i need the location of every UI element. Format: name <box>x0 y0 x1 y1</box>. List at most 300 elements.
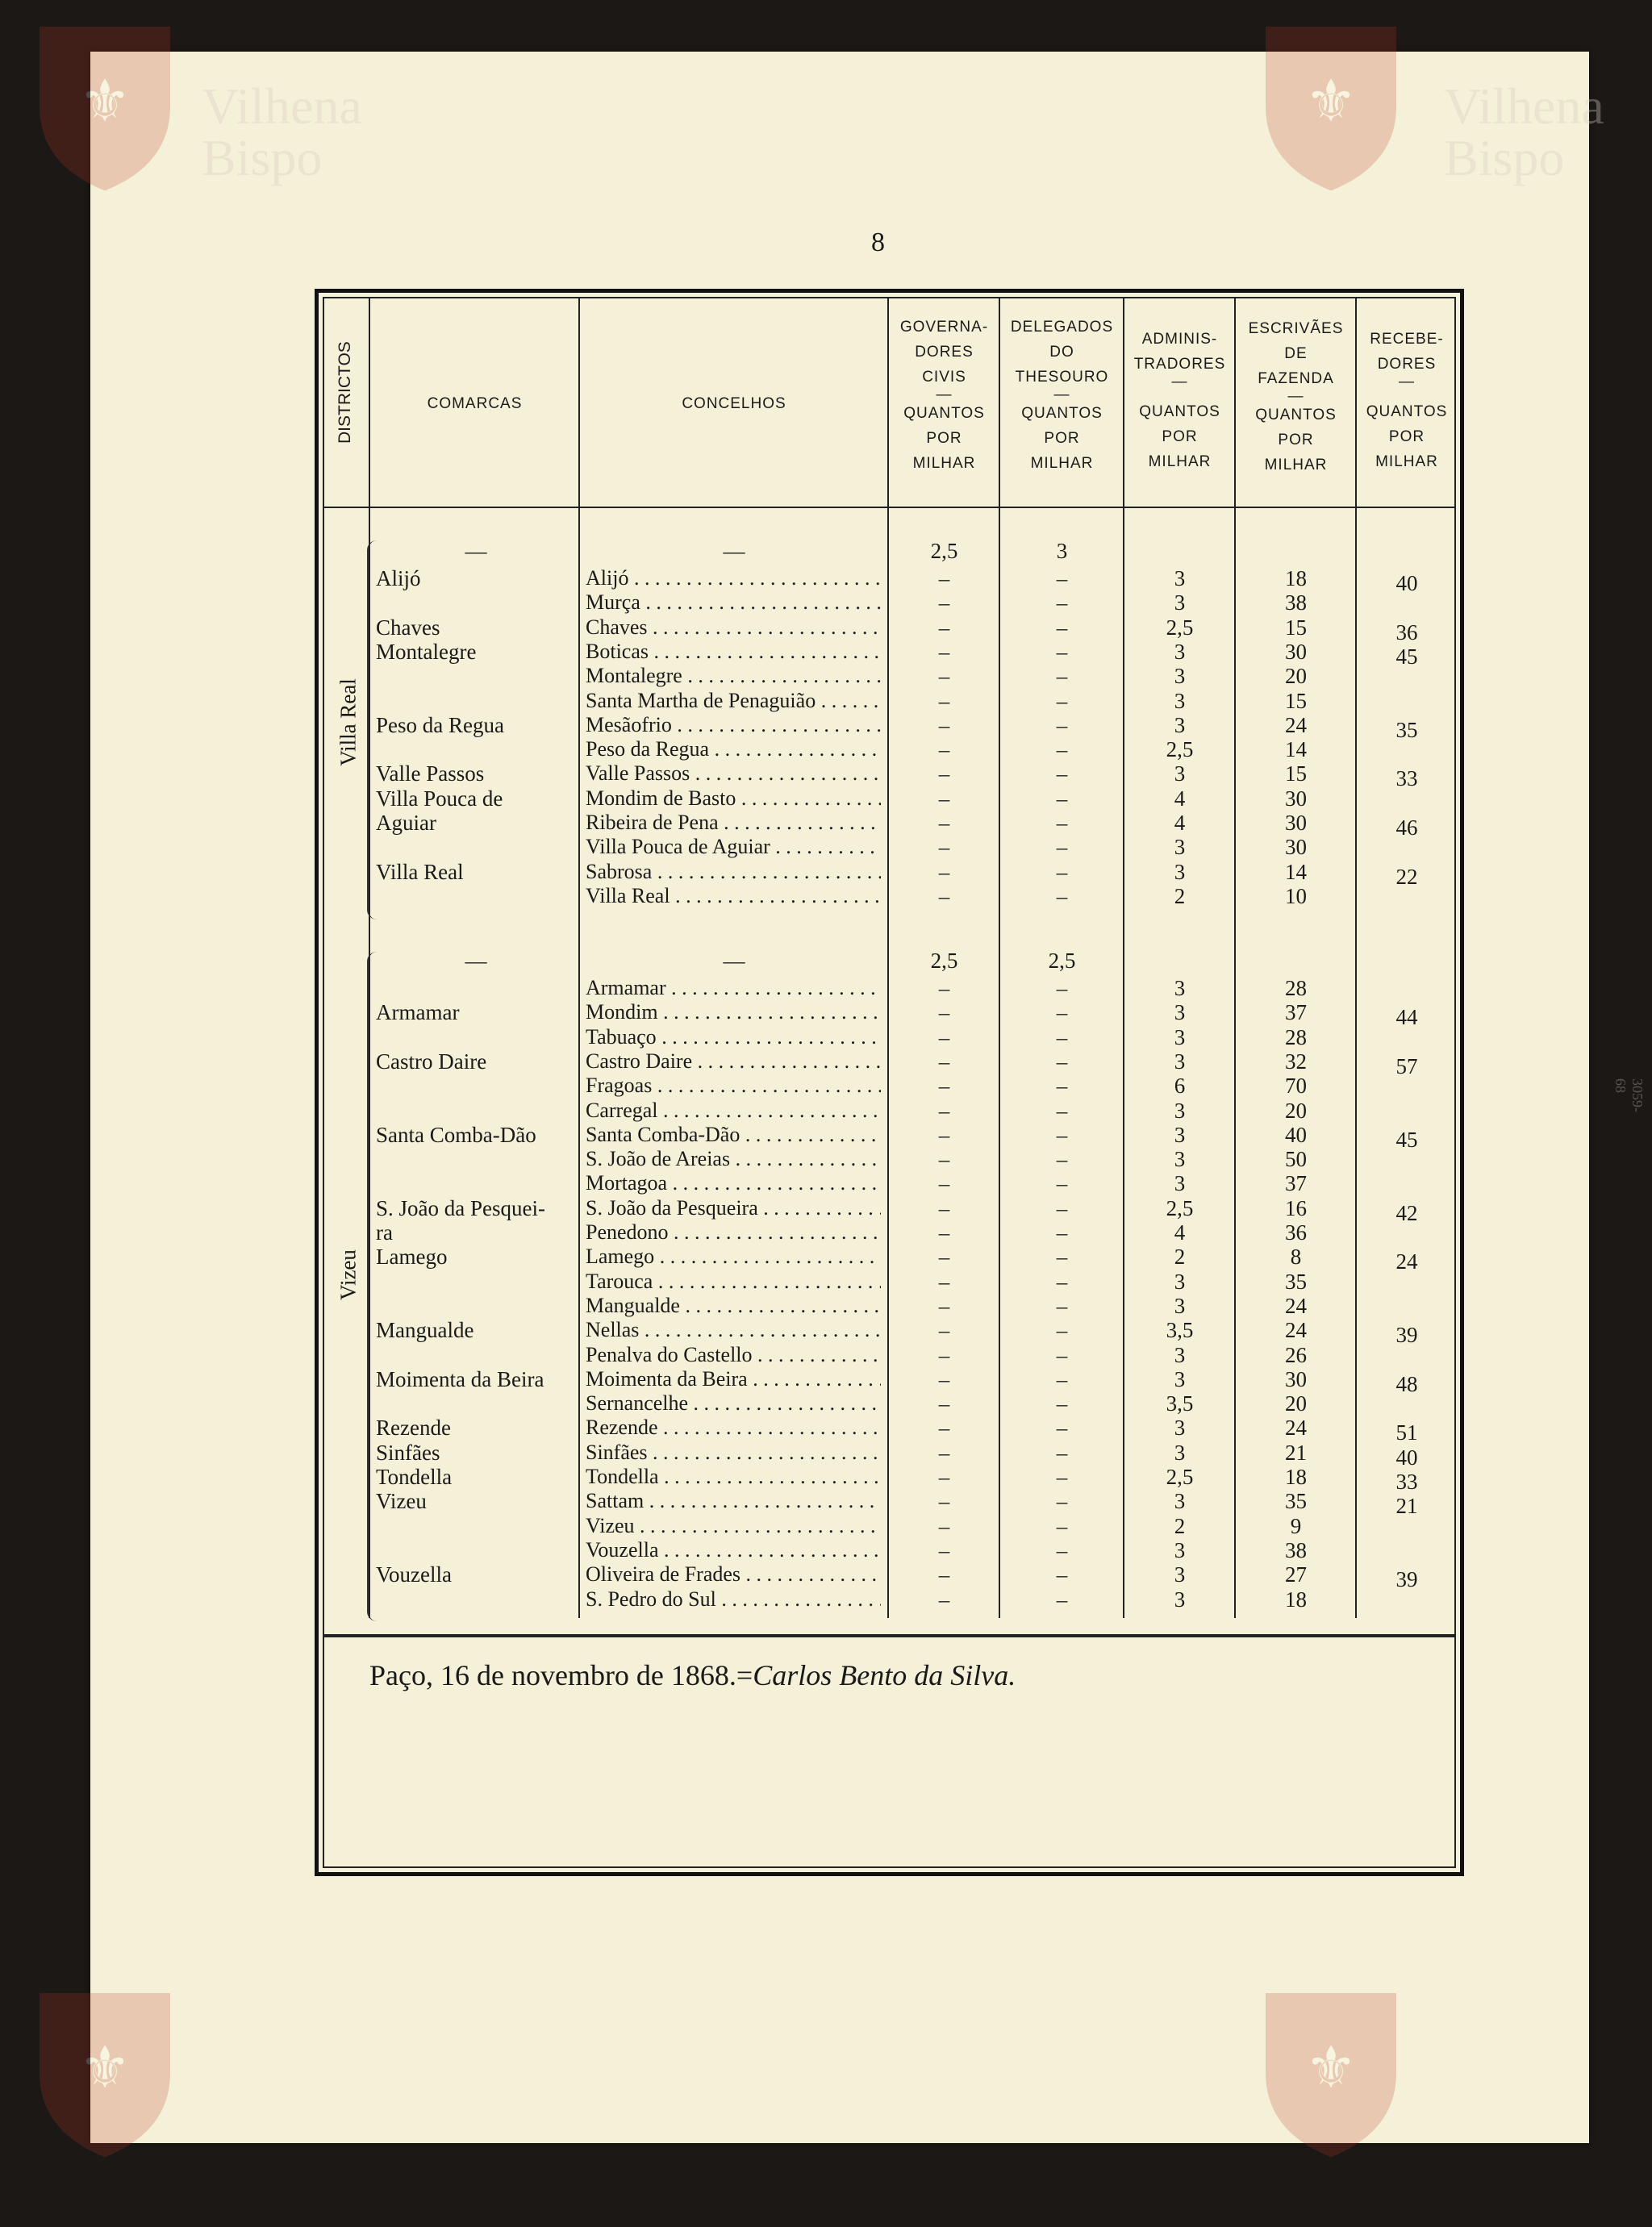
cell-administradores: 4 <box>1174 786 1186 811</box>
svg-text:⚜: ⚜ <box>78 2033 131 2101</box>
concelho-name <box>586 1538 881 1562</box>
cell-administradores: 3 <box>1174 1098 1186 1123</box>
concelho-name <box>586 1391 881 1416</box>
top-dash: — <box>723 949 745 973</box>
cell-escrivaes: 24 <box>1285 1293 1307 1318</box>
watermark-text: Vilhena Bispo <box>202 77 362 186</box>
cell-escrivaes: 27 <box>1285 1562 1307 1587</box>
cell-administradores: 3 <box>1174 1562 1186 1587</box>
cell-governadores: – <box>938 1537 950 1562</box>
cell-delegados: – <box>1056 1024 1068 1049</box>
cell-administradores: 3 <box>1174 1587 1186 1612</box>
cell-escrivaes: 20 <box>1285 664 1307 689</box>
cell-escrivaes: 37 <box>1285 1000 1307 1025</box>
cell-escrivaes: 37 <box>1285 1171 1307 1196</box>
cell-administradores: 3 <box>1174 590 1186 615</box>
cell-escrivaes: 21 <box>1285 1440 1307 1465</box>
cell-delegados: – <box>1056 712 1068 737</box>
cell-escrivaes: 50 <box>1285 1147 1307 1172</box>
concelho-label: Mesãofrio . . . <box>586 713 881 736</box>
cell-delegados: – <box>1056 811 1068 835</box>
cell-delegados: – <box>1056 688 1068 713</box>
concelho-name <box>586 1416 881 1440</box>
cell-governadores: – <box>938 615 950 640</box>
concelho-label: Lamego . . . <box>586 1245 881 1268</box>
cell-administradores: 3 <box>1174 1000 1186 1025</box>
comarca-name: Aguiar <box>376 811 436 835</box>
cell-administradores: 3 <box>1174 1049 1186 1074</box>
cell-governadores: – <box>938 1245 950 1270</box>
cell-escrivaes: 28 <box>1285 976 1307 1000</box>
watermark-seal-icon <box>32 18 177 195</box>
concelho-label: Sabrosa . . . <box>586 860 881 883</box>
cell-administradores: 2 <box>1174 883 1186 908</box>
concelho-label: Villa Pouca de Aguiar . . . <box>586 835 881 858</box>
comarca-name: Alijó <box>376 566 421 590</box>
cell-delegados: – <box>1056 835 1068 860</box>
cell-delegados: – <box>1056 1000 1068 1025</box>
concelho-name <box>586 640 881 664</box>
cell-escrivaes: 30 <box>1285 639 1307 664</box>
cell-delegados: – <box>1056 1342 1068 1367</box>
cell-governadores: – <box>938 1171 950 1196</box>
cell-governadores: – <box>938 1391 950 1416</box>
concelho-name <box>586 1220 881 1245</box>
cell-administradores: 3 <box>1174 835 1186 860</box>
cell-recebedores: 40 <box>1395 1445 1418 1470</box>
cell-escrivaes: 24 <box>1285 1318 1307 1343</box>
cell-governadores: – <box>938 1562 950 1587</box>
cell-governadores: – <box>938 1342 950 1367</box>
cell-delegados: – <box>1056 761 1068 786</box>
cell-administradores: 3,5 <box>1166 1318 1194 1343</box>
cell-escrivaes: 15 <box>1285 761 1307 786</box>
comarca-name: Peso da Regua <box>376 712 504 737</box>
cell-escrivaes: 8 <box>1290 1245 1302 1270</box>
cell-escrivaes: 38 <box>1285 1537 1307 1562</box>
cell-governadores: – <box>938 1147 950 1172</box>
cell-governadores: – <box>938 737 950 762</box>
cell-governadores: – <box>938 835 950 860</box>
cell-governadores: – <box>938 761 950 786</box>
concelho-label: Carregal . . . <box>586 1099 881 1122</box>
concelho-label: Alijó . . . <box>586 566 881 590</box>
cell-recebedores: 24 <box>1395 1249 1418 1274</box>
cell-governadores: – <box>938 976 950 1000</box>
cell-administradores: 2,5 <box>1166 1465 1194 1489</box>
cell-governadores: – <box>938 1269 950 1294</box>
cell-delegados: – <box>1056 615 1068 640</box>
cell-escrivaes: 18 <box>1285 1587 1307 1612</box>
cell-escrivaes: 16 <box>1285 1195 1307 1220</box>
cell-governadores: – <box>938 590 950 615</box>
cell-recebedores: 22 <box>1395 864 1418 889</box>
concelho-label: Vizeu . . . <box>586 1514 881 1537</box>
concelho-label: Boticas . . . <box>586 640 881 663</box>
svg-text:⚜: ⚜ <box>1304 2033 1358 2101</box>
cell-administradores: 3 <box>1174 712 1186 737</box>
header-concelhos: CONCELHOS <box>682 395 786 412</box>
concelho-label: Sattam . . . <box>586 1489 881 1512</box>
cell-governadores: – <box>938 566 950 590</box>
cell-escrivaes: 30 <box>1285 835 1307 860</box>
cell-administradores: 3 <box>1174 1147 1186 1172</box>
cell-administradores: 2 <box>1174 1513 1186 1538</box>
district-name: Villa Real <box>336 678 361 766</box>
cell-recebedores: 39 <box>1395 1323 1418 1348</box>
concelho-name <box>586 566 881 590</box>
cell-escrivaes: 30 <box>1285 811 1307 835</box>
cell-governadores: – <box>938 1122 950 1147</box>
cell-delegados: – <box>1056 1245 1068 1270</box>
cell-escrivaes: 30 <box>1285 786 1307 811</box>
concelho-label: Santa Comba-Dão . . . <box>586 1123 881 1146</box>
concelho-label: Tabuaço . . . <box>586 1025 881 1049</box>
comarca-name: Valle Passos <box>376 761 485 786</box>
top-dash: — <box>465 539 487 563</box>
concelho-label: Ribeira de Pena . . . <box>586 811 881 834</box>
cell-delegados: – <box>1056 1269 1068 1294</box>
cell-administradores: 3 <box>1174 1269 1186 1294</box>
cell-governadores: 2,5 <box>930 949 958 973</box>
cell-governadores: – <box>938 1000 950 1025</box>
cell-delegados: – <box>1056 883 1068 908</box>
cell-governadores: – <box>938 688 950 713</box>
cell-delegados: – <box>1056 1293 1068 1318</box>
concelho-name <box>586 1025 881 1049</box>
cell-administradores: 4 <box>1174 811 1186 835</box>
svg-text:⚜: ⚜ <box>78 67 131 136</box>
cell-delegados: – <box>1056 1440 1068 1465</box>
cell-escrivaes: 14 <box>1285 859 1307 884</box>
cell-escrivaes: 15 <box>1285 615 1307 640</box>
concelho-name <box>586 1171 881 1195</box>
cell-escrivaes: 36 <box>1285 1220 1307 1245</box>
cell-administradores: 3 <box>1174 859 1186 884</box>
cell-governadores: – <box>938 1489 950 1514</box>
cell-delegados: – <box>1056 664 1068 689</box>
concelho-name <box>586 1245 881 1269</box>
cell-escrivaes: 30 <box>1285 1366 1307 1391</box>
cell-governadores: – <box>938 1465 950 1489</box>
cell-escrivaes: 15 <box>1285 688 1307 713</box>
comarca-name: Mangualde <box>376 1318 474 1343</box>
cell-escrivaes: 40 <box>1285 1122 1307 1147</box>
comarca-name: Rezende <box>376 1416 451 1441</box>
cell-administradores: 2,5 <box>1166 737 1194 762</box>
comarca-name: Moimenta da Beira <box>376 1366 544 1391</box>
concelho-label: S. João da Pesqueira . . . <box>586 1196 881 1220</box>
cell-escrivaes: 32 <box>1285 1049 1307 1074</box>
concelho-label: Sinfães . . . <box>586 1441 881 1464</box>
cell-delegados: – <box>1056 1366 1068 1391</box>
cell-governadores: – <box>938 639 950 664</box>
cell-delegados: – <box>1056 1489 1068 1514</box>
concelho-name <box>586 884 881 908</box>
header-administradores: ADMINIS- TRADORES — QUANTOS POR MILHAR <box>1133 331 1226 470</box>
concelho-name <box>586 835 881 859</box>
concelho-name <box>586 1099 881 1123</box>
cell-governadores: – <box>938 1440 950 1465</box>
cell-delegados: – <box>1056 1562 1068 1587</box>
cell-administradores: 3 <box>1174 1024 1186 1049</box>
cell-delegados: – <box>1056 1098 1068 1123</box>
cell-administradores: 2,5 <box>1166 615 1194 640</box>
concelho-label: Valle Passos . . . <box>586 761 881 785</box>
cell-escrivaes: 20 <box>1285 1391 1307 1416</box>
concelho-name <box>586 664 881 688</box>
concelho-name <box>586 1465 881 1489</box>
cell-delegados: – <box>1056 1587 1068 1612</box>
concelho-name <box>586 713 881 737</box>
cell-delegados: – <box>1056 566 1068 590</box>
concelho-name <box>586 1294 881 1318</box>
cell-recebedores: 42 <box>1395 1200 1418 1225</box>
cell-delegados: 2,5 <box>1048 949 1076 973</box>
cell-governadores: – <box>938 712 950 737</box>
cell-escrivaes: 9 <box>1290 1513 1302 1538</box>
cell-administradores: 3,5 <box>1166 1391 1194 1416</box>
concelho-name <box>586 1074 881 1098</box>
concelho-label: Rezende . . . <box>586 1416 881 1439</box>
cell-administradores: 3 <box>1174 976 1186 1000</box>
cell-escrivaes: 24 <box>1285 1416 1307 1441</box>
top-dash: — <box>723 539 745 563</box>
cell-governadores: – <box>938 811 950 835</box>
cell-administradores: 3 <box>1174 664 1186 689</box>
cell-governadores: – <box>938 1416 950 1441</box>
cell-delegados: 3 <box>1056 539 1068 563</box>
concelho-name <box>586 1367 881 1391</box>
cell-delegados: – <box>1056 1465 1068 1489</box>
cell-governadores: – <box>938 1366 950 1391</box>
cell-recebedores: 21 <box>1395 1494 1418 1519</box>
cell-delegados: – <box>1056 1391 1068 1416</box>
concelho-label: Santa Martha de Penaguião . . . <box>586 689 881 712</box>
cell-escrivaes: 18 <box>1285 1465 1307 1489</box>
cell-administradores: 3 <box>1174 1293 1186 1318</box>
comarca-name: Sinfães <box>376 1440 440 1465</box>
cell-delegados: – <box>1056 1195 1068 1220</box>
concelho-label: Mangualde . . . <box>586 1294 881 1317</box>
concelho-name <box>586 737 881 761</box>
cell-delegados: – <box>1056 1416 1068 1441</box>
cell-administradores: 3 <box>1174 639 1186 664</box>
cell-governadores: – <box>938 664 950 689</box>
concelho-name <box>586 1514 881 1538</box>
concelho-name <box>586 689 881 713</box>
header-districts: DISTRICTOS <box>336 341 354 444</box>
cell-recebedores: 46 <box>1395 815 1418 840</box>
concelho-name <box>586 786 881 811</box>
cell-governadores: – <box>938 859 950 884</box>
cell-recebedores: 57 <box>1395 1053 1418 1078</box>
comarca-name: Lamego <box>376 1245 448 1270</box>
cell-administradores: 3 <box>1174 688 1186 713</box>
cell-recebedores: 33 <box>1395 766 1418 791</box>
cell-governadores: – <box>938 786 950 811</box>
cell-governadores: – <box>938 1587 950 1612</box>
concelho-label: Fragoas . . . <box>586 1074 881 1097</box>
footer-signature: Paço, 16 de novembro de 1868.=Carlos Bento da Silva. <box>369 1659 1016 1691</box>
concelho-label: Castro Daire . . . <box>586 1049 881 1073</box>
concelho-name <box>586 1489 881 1513</box>
cell-delegados: – <box>1056 1171 1068 1196</box>
cell-recebedores: 39 <box>1395 1567 1418 1592</box>
cell-governadores: – <box>938 883 950 908</box>
comarca-name: Tondella <box>376 1465 453 1489</box>
concelho-label: Villa Real . . . <box>586 884 881 907</box>
concelho-name <box>586 615 881 640</box>
comarca-name: Castro Daire <box>376 1049 487 1074</box>
cell-administradores: 3 <box>1174 761 1186 786</box>
cell-recebedores: 51 <box>1395 1420 1418 1445</box>
cell-administradores: 3 <box>1174 1489 1186 1514</box>
svg-text:⚜: ⚜ <box>1304 67 1358 136</box>
district-name: Vizeu <box>336 1249 361 1300</box>
concelho-name <box>586 1000 881 1024</box>
comarca-name: Montalegre <box>376 639 477 664</box>
comarca-name: Villa Real <box>376 859 464 884</box>
cell-recebedores: 45 <box>1395 1127 1418 1152</box>
concelho-label: Sernancelhe . . . <box>586 1391 881 1415</box>
cell-delegados: – <box>1056 786 1068 811</box>
comarca-name: Vizeu <box>376 1489 427 1514</box>
cell-administradores: 3 <box>1174 1416 1186 1441</box>
watermark-seal-icon <box>1258 18 1404 195</box>
cell-delegados: – <box>1056 1074 1068 1099</box>
cell-recebedores: 44 <box>1395 1005 1418 1030</box>
cell-escrivaes: 26 <box>1285 1342 1307 1367</box>
concelho-label: Moimenta da Beira . . . <box>586 1367 881 1391</box>
cell-delegados: – <box>1056 976 1068 1000</box>
cell-escrivaes: 10 <box>1285 883 1307 908</box>
cell-governadores: – <box>938 1049 950 1074</box>
cell-administradores: 3 <box>1174 1122 1186 1147</box>
comarca-name: Villa Pouca de <box>376 786 503 811</box>
cell-administradores: 2,5 <box>1166 1195 1194 1220</box>
cell-governadores: – <box>938 1513 950 1538</box>
cell-recebedores: 35 <box>1395 717 1418 742</box>
cell-delegados: – <box>1056 1513 1068 1538</box>
comarca-name: Vouzella <box>376 1562 452 1587</box>
concelho-label: S. João de Areias . . . <box>586 1147 881 1170</box>
header-recebedores: RECEBE- DORES — QUANTOS POR MILHAR <box>1366 331 1448 470</box>
cell-delegados: – <box>1056 859 1068 884</box>
cell-recebedores: 33 <box>1395 1470 1418 1494</box>
cell-escrivaes: 35 <box>1285 1269 1307 1294</box>
concelho-name <box>586 1196 881 1220</box>
concelho-name <box>586 1147 881 1171</box>
cell-governadores: – <box>938 1293 950 1318</box>
cell-delegados: – <box>1056 1220 1068 1245</box>
cell-delegados: – <box>1056 1318 1068 1343</box>
concelho-label: Tarouca . . . <box>586 1270 881 1293</box>
concelho-label: Penalva do Castello . . . <box>586 1343 881 1366</box>
concelho-label: Oliveira de Frades . . . <box>586 1562 881 1586</box>
concelho-name <box>586 860 881 884</box>
concelho-label: S. Pedro do Sul . . . <box>586 1587 881 1611</box>
cell-administradores: 3 <box>1174 1171 1186 1196</box>
watermark-seal-icon <box>32 1984 177 2162</box>
concelho-name <box>586 590 881 615</box>
cell-escrivaes: 35 <box>1285 1489 1307 1514</box>
cell-administradores: 6 <box>1174 1074 1186 1099</box>
cell-governadores: 2,5 <box>930 539 958 563</box>
concelho-label: Mondim . . . <box>586 1000 881 1024</box>
comarca-name: S. João da Pesquei- <box>376 1195 545 1220</box>
cell-delegados: – <box>1056 1049 1068 1074</box>
cell-governadores: – <box>938 1318 950 1343</box>
header-governadores: GOVERNA- DORES CIVIS — QUANTOS POR MILHAR <box>899 319 989 472</box>
cell-delegados: – <box>1056 1537 1068 1562</box>
comarca-name: ra <box>376 1220 393 1245</box>
header-delegados: DELEGADOS DO THESOURO — QUANTOS POR MILHAR <box>1010 319 1114 472</box>
concelho-name <box>586 1123 881 1147</box>
concelho-name <box>586 1270 881 1294</box>
cell-administradores: 3 <box>1174 1342 1186 1367</box>
cell-governadores: – <box>938 1195 950 1220</box>
cell-administradores: 4 <box>1174 1220 1186 1245</box>
side-mark: 3059-68 <box>1612 1078 1646 1112</box>
concelho-label: Mortagoa . . . <box>586 1171 881 1195</box>
concelho-name <box>586 1049 881 1074</box>
comarca-name: Santa Comba-Dão <box>376 1122 536 1147</box>
cell-escrivaes: 28 <box>1285 1024 1307 1049</box>
cell-governadores: – <box>938 1220 950 1245</box>
concelho-label: Murça . . . <box>586 590 881 614</box>
cell-recebedores: 36 <box>1395 619 1418 644</box>
comarca-name: Chaves <box>376 615 440 640</box>
concelho-name <box>586 1562 881 1587</box>
cell-administradores: 3 <box>1174 566 1186 590</box>
cell-governadores: – <box>938 1074 950 1099</box>
cell-delegados: – <box>1056 590 1068 615</box>
concelho-label: Peso da Regua . . . <box>586 737 881 761</box>
watermark-seal-icon <box>1258 1984 1404 2162</box>
page-number: 8 <box>871 227 885 257</box>
cell-escrivaes: 70 <box>1285 1074 1307 1099</box>
concelho-name <box>586 1587 881 1612</box>
concelho-label: Armamar . . . <box>586 976 881 999</box>
cell-administradores: 3 <box>1174 1366 1186 1391</box>
cell-delegados: – <box>1056 1122 1068 1147</box>
cell-recebedores: 40 <box>1395 571 1418 595</box>
header-comarcas: COMARCAS <box>427 395 523 412</box>
cell-administradores: 2 <box>1174 1245 1186 1270</box>
cell-escrivaes: 14 <box>1285 737 1307 762</box>
concelho-label: Penedono . . . <box>586 1220 881 1244</box>
concelho-name <box>586 1318 881 1342</box>
comarca-name: Armamar <box>376 1000 460 1025</box>
concelho-label: Vouzella . . . <box>586 1538 881 1562</box>
concelho-name <box>586 1343 881 1367</box>
concelho-name <box>586 761 881 786</box>
concelho-label: Mondim de Basto . . . <box>586 786 881 810</box>
cell-escrivaes: 38 <box>1285 590 1307 615</box>
cell-delegados: – <box>1056 1147 1068 1172</box>
cell-administradores: 3 <box>1174 1440 1186 1465</box>
concelho-label: Montalegre . . . <box>586 664 881 687</box>
watermark-text: Vilhena Bispo <box>1444 77 1604 186</box>
concelho-name <box>586 976 881 1000</box>
cell-delegados: – <box>1056 639 1068 664</box>
cell-escrivaes: 20 <box>1285 1098 1307 1123</box>
concelho-label: Chaves . . . <box>586 615 881 639</box>
concelho-label: Nellas . . . <box>586 1318 881 1341</box>
concelho-name <box>586 1441 881 1465</box>
header-escrivaes: ESCRIVÃES DE FAZENDA — QUANTOS POR MILHAR <box>1248 320 1344 473</box>
